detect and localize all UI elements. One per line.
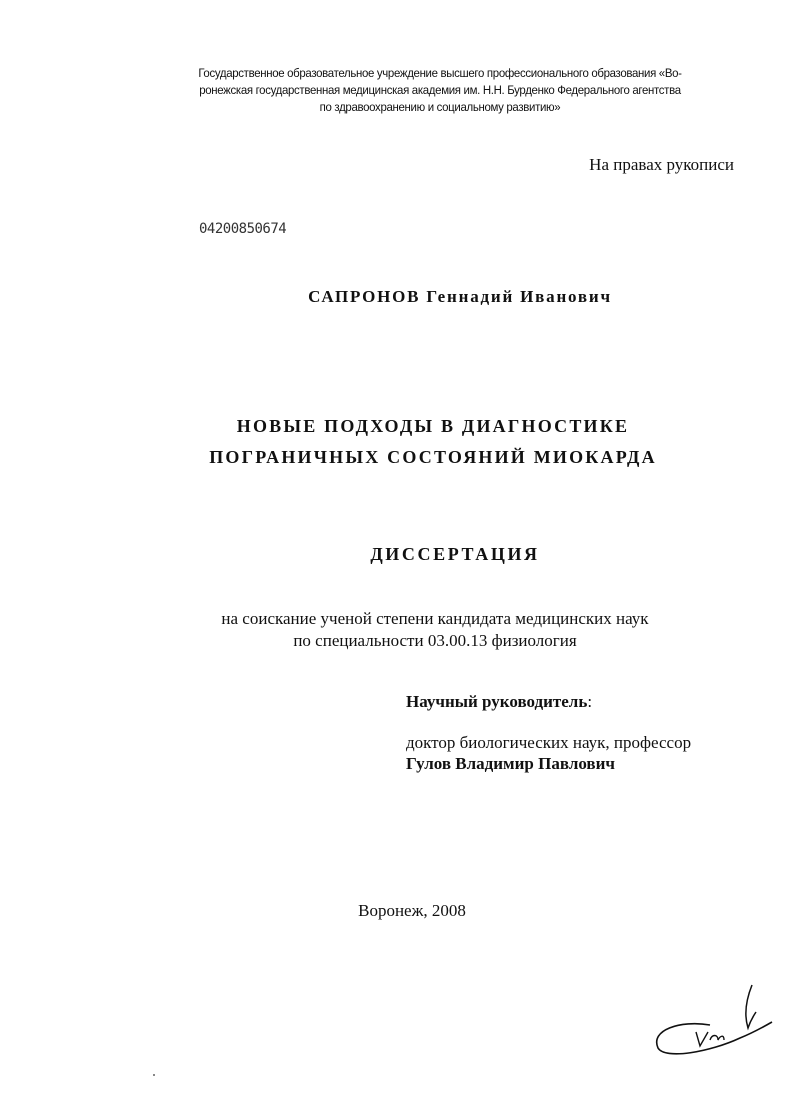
manuscript-note: На правах рукописи — [589, 155, 734, 174]
supervisor-name: Гулов Владимир Павлович — [406, 754, 615, 773]
catalog-number: 04200850674 — [199, 221, 287, 237]
title-line-2: ПОГРАНИЧНЫХ СОСТОЯНИЙ МИОКАРДА — [209, 447, 657, 467]
header-line-2: ронежская государственная медицинская академия им. Н.Н. Бурденко Федерального агентства — [199, 83, 681, 97]
document-type: ДИССЕРТАЦИЯ — [370, 544, 540, 564]
header-line-1: Государственное образовательное учреждение высшего профессионального образования «Во- — [198, 66, 682, 80]
supervisor-label-line — [406, 692, 592, 712]
header-line-3: по здравоохранению и социальному развитию» — [319, 100, 561, 114]
place-year: Воронеж, 2008 — [358, 901, 466, 920]
supervisor-colon: : — [587, 692, 593, 711]
scan-speck — [153, 1074, 155, 1076]
author-name: САПРОНОВ Геннадий Иванович — [308, 287, 612, 306]
signature — [640, 960, 790, 1070]
degree-line-1: на соискание ученой степени кандидата медицинских наук — [221, 609, 649, 628]
supervisor-label: Научный руководитель — [406, 692, 588, 711]
title-line-1: НОВЫЕ ПОДХОДЫ В ДИАГНОСТИКЕ — [236, 416, 630, 436]
degree-line-2: по специальности 03.00.13 физиология — [293, 631, 577, 650]
supervisor-position: доктор биологических наук, профессор — [406, 733, 692, 752]
